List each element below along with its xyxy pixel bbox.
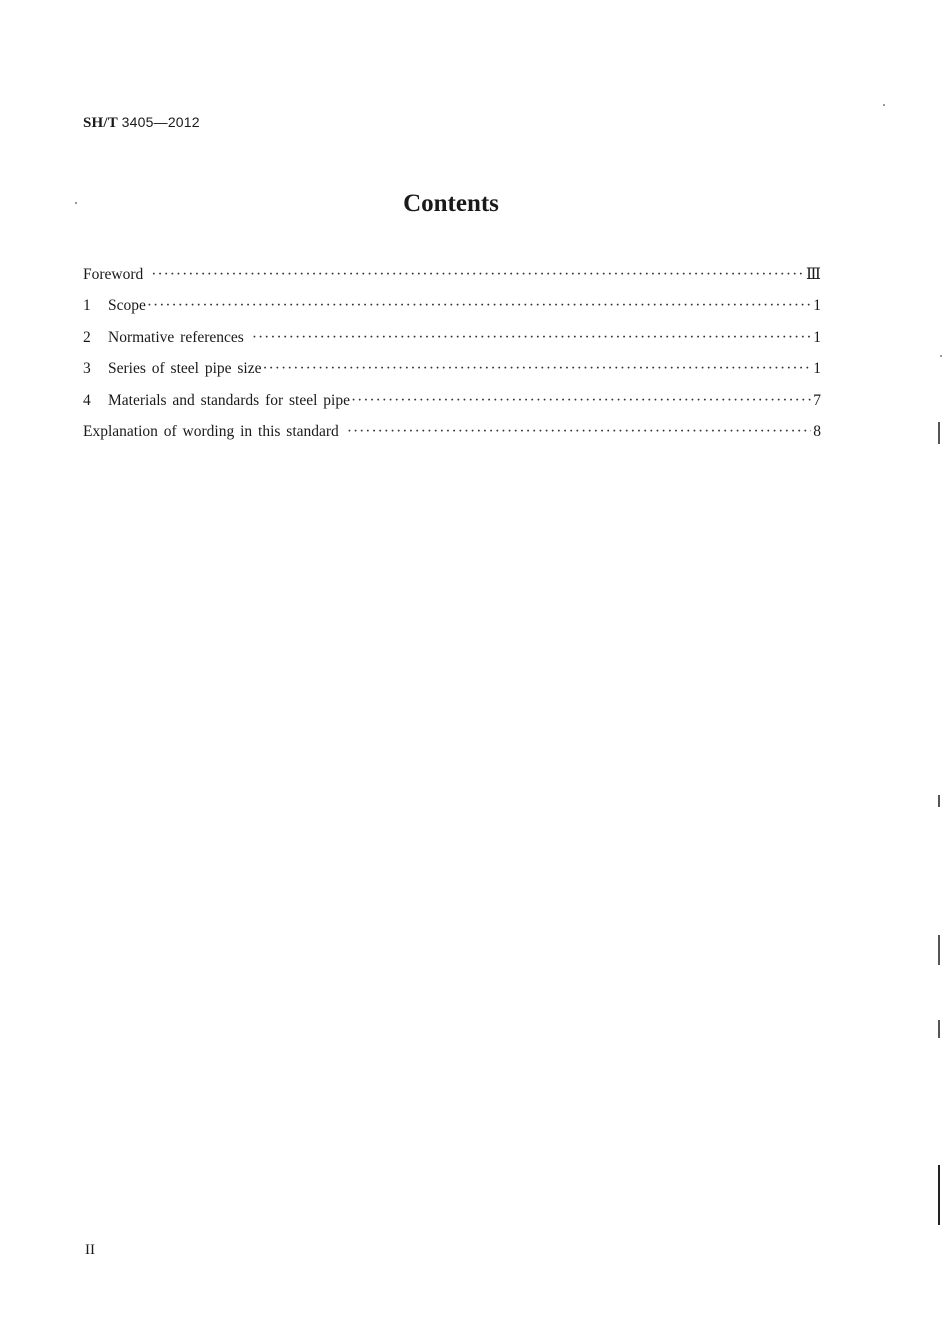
table-of-contents [83,264,821,452]
toc-leader-dots [151,264,804,286]
toc-leader-dots [252,327,811,349]
toc-entry-series-of-steel-pipe-size[interactable] [83,358,821,389]
toc-entry-explanation-of-wording[interactable] [83,421,821,452]
toc-entry-scope[interactable] [83,295,821,326]
toc-entry-label: Series of steel pipe size [108,360,262,378]
toc-entry-page: 7 [813,391,821,409]
scan-edge-mark [938,1020,940,1038]
toc-leader-dots [262,358,811,380]
toc-entry-number: 1 [83,297,91,315]
toc-entry-number: 2 [83,328,91,346]
scan-speck [883,104,885,106]
toc-entry-materials-and-standards[interactable] [83,390,821,421]
toc-entry-label: Scope [108,297,146,315]
scan-edge-mark [938,422,940,444]
toc-entry-foreword[interactable] [83,264,821,295]
page-number: II [85,1242,95,1258]
document-code [83,114,200,132]
toc-entry-page: 1 [813,360,821,378]
scan-edge-mark [938,795,940,807]
toc-entry-number: 3 [83,360,91,378]
toc-entry-page: 1 [813,297,821,315]
toc-entry-page: 1 [813,328,821,346]
page-title: Contents [403,190,499,217]
toc-entry-number: 4 [83,391,91,409]
toc-entry-label: Foreword [83,266,144,283]
toc-entry-label: Normative references [108,328,244,346]
toc-leader-dots [351,390,811,412]
scan-edge-mark [938,935,940,965]
toc-entry-label: Explanation of wording in this standard [83,422,339,440]
toc-leader-dots [347,421,811,443]
toc-entry-label: Materials and standards for steel pipe [108,391,350,409]
toc-entry-normative-references[interactable] [83,327,821,358]
scan-speck [940,355,942,357]
scan-speck [75,202,77,204]
scan-edge-mark [938,1165,940,1225]
document-code-prefix: SH/T [83,115,118,131]
toc-entry-page: Ⅲ [806,266,821,283]
toc-entry-page: 8 [813,422,821,440]
document-code-number: 3405—2012 [121,114,200,130]
toc-leader-dots [147,295,811,317]
